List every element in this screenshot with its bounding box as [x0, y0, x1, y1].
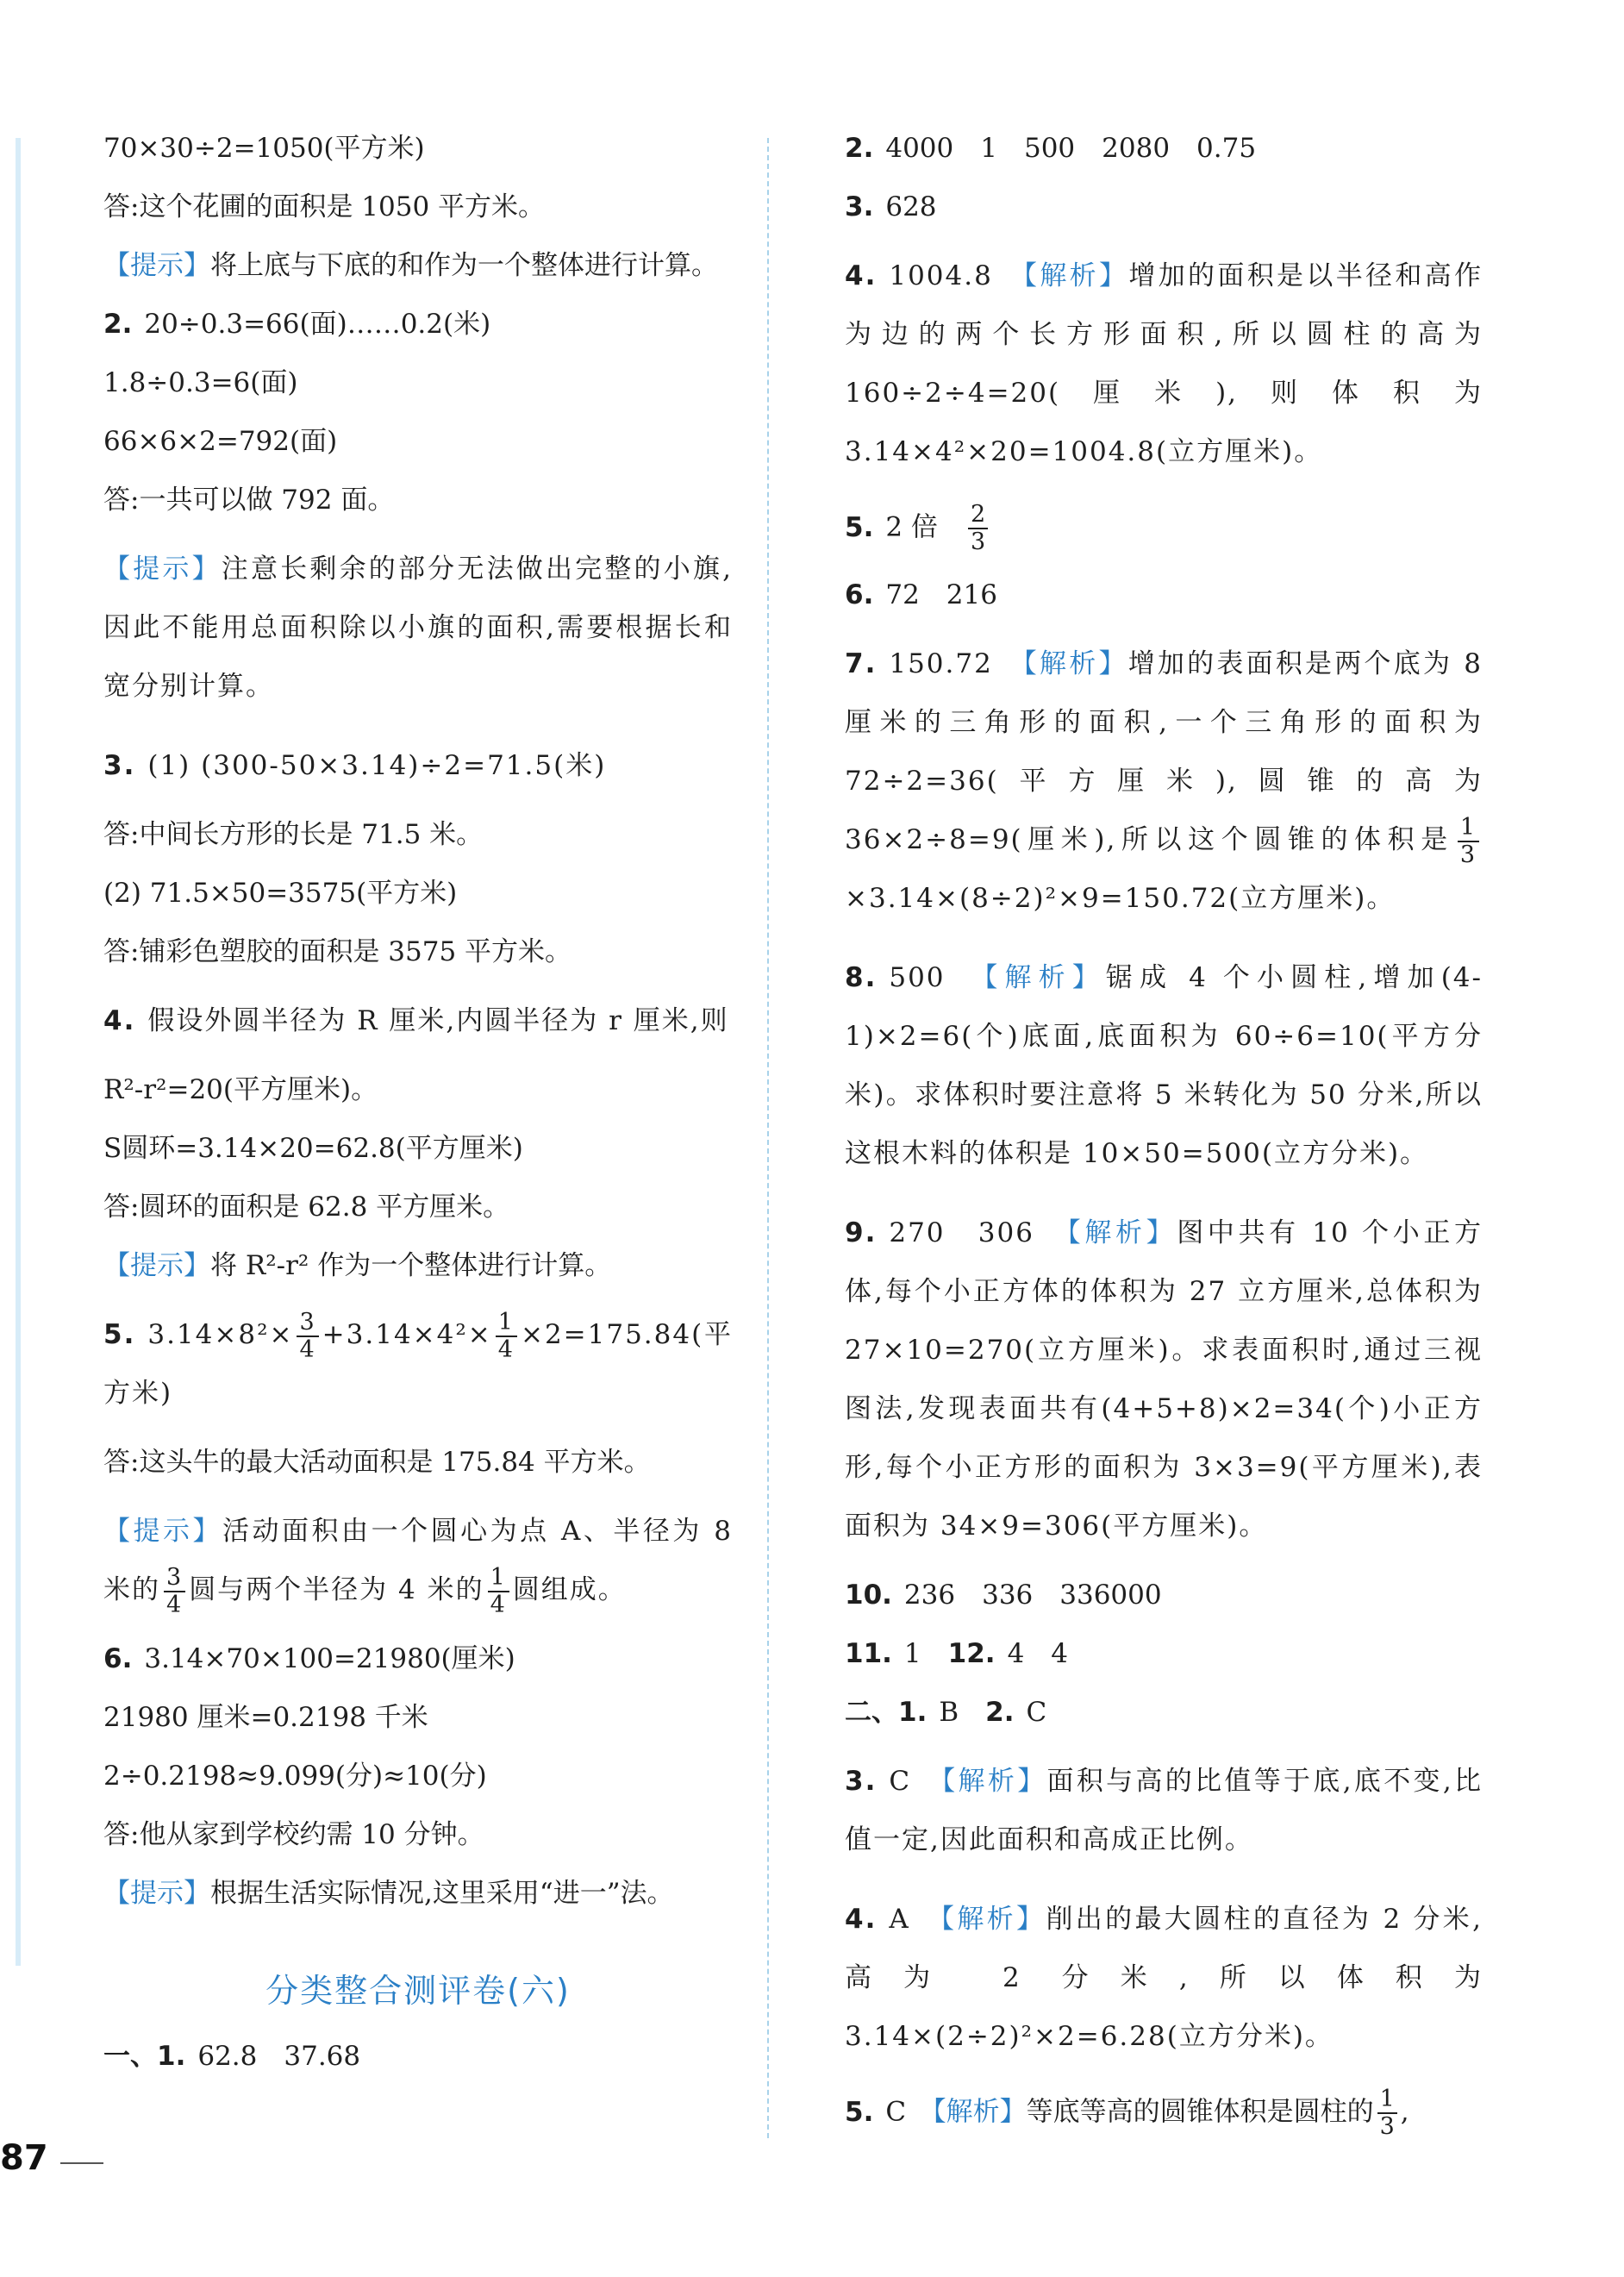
answer-text: 2 倍	[885, 511, 938, 543]
answer-text: 答:他从家到学校约需 10 分钟。	[103, 1819, 484, 1850]
analysis-text: 面积与高的比值等于底,底不变,比值一定,因此面积和高成正比例。	[845, 1766, 1483, 1855]
text-line	[103, 736, 733, 795]
question-number: 6.	[103, 1643, 133, 1674]
answer-text: 答:这头牛的最大活动面积是 175.84 平方米。	[103, 1447, 651, 1478]
text-line	[103, 1305, 733, 1423]
fraction-denominator: 4	[490, 1591, 507, 1618]
analysis-label: 【解析】	[941, 1766, 1047, 1797]
question-number: 一、1.	[103, 2041, 186, 2072]
question-number: 12.	[947, 1638, 996, 1669]
answer-text: (1) (300-50×3.14)÷2=71.5(米)	[147, 750, 607, 781]
answer-text: C	[885, 2096, 907, 2128]
question-number: 2.	[985, 1697, 1015, 1728]
question-number: 5.	[845, 2096, 874, 2128]
text-line	[103, 305, 733, 343]
answer-text: 1	[903, 1638, 921, 1669]
question-number: 8.	[845, 962, 878, 993]
answer-text: 答:圆环的面积是 62.8 平方厘米。	[103, 1192, 510, 1223]
text-line	[845, 635, 1483, 928]
question-number: 9.	[845, 1217, 878, 1248]
text-line	[845, 1576, 1483, 1614]
text-line	[845, 576, 1483, 614]
fraction	[968, 502, 988, 555]
text-line	[845, 1693, 1483, 1731]
question-number: 5.	[845, 511, 874, 543]
text-line	[103, 1443, 733, 1481]
question-number: 4.	[103, 1005, 136, 1036]
text-line	[103, 874, 733, 912]
answer-text: +3.14×4²×	[322, 1319, 492, 1350]
answer-text: 628	[885, 191, 937, 222]
text-line	[103, 1874, 733, 1912]
answer-text: C	[1026, 1697, 1047, 1728]
question-number: 7.	[845, 648, 878, 679]
question-number: 4.	[845, 260, 878, 291]
answer-text: 方米)	[103, 1378, 173, 1409]
text-line	[103, 247, 733, 285]
analysis-label: 【解析】	[940, 1904, 1046, 1935]
text-line	[103, 991, 733, 1050]
answer-text: 21980 厘米=0.2198 千米	[103, 1702, 428, 1733]
analysis-text: 削出的最大圆柱的直径为 2 分米,高为 2 分米,所以体积为 3.14×(2÷2)²×2=6.28(立方分米)。	[845, 1904, 1483, 2052]
answer-text: 答:中间长方形的长是 71.5 米。	[103, 819, 484, 850]
fraction	[488, 1565, 509, 1618]
question-number: 6.	[845, 579, 874, 610]
analysis-text: 锯成 4 个小圆柱,增加(4-1)×2=6(个)底面,底面积为 60÷6=10(平方分米)。求体积时要注意将 5 米转化为 50 分米,所以这根木料的体积是 10×50=500(立方分米)。	[845, 962, 1483, 1169]
hint-text: 的	[132, 1574, 160, 1605]
text-line	[845, 1890, 1483, 2066]
fraction	[297, 1310, 318, 1363]
analysis-text: ×3.14×(8÷2)²×9=150.72(立方厘米)。	[845, 883, 1396, 914]
answer-text: C	[889, 1766, 912, 1797]
left-margin-bar	[16, 138, 21, 1966]
fraction-denominator: 3	[1459, 841, 1477, 868]
analysis-label: 【解析】	[1023, 260, 1129, 291]
fraction-numerator: 1	[488, 1565, 509, 1592]
answer-text: 答:一共可以做 792 面。	[103, 485, 395, 516]
section-title: 分类整合测评卷(六)	[265, 1972, 571, 2010]
text-line	[845, 1752, 1483, 1869]
question-number: 11.	[845, 1638, 892, 1669]
answer-text: 150.72	[889, 648, 993, 679]
text-line	[103, 129, 733, 167]
answer-text: 236 336 336000	[903, 1580, 1162, 1611]
question-number: 10.	[845, 1580, 892, 1611]
text-line	[845, 1635, 1483, 1673]
hint-text: 将上底与下底的和作为一个整体进行计算。	[210, 250, 718, 281]
right-column	[845, 129, 1483, 2161]
text-line	[845, 948, 1483, 1183]
answer-text: B	[939, 1697, 959, 1728]
text-line	[103, 1188, 733, 1226]
fraction-numerator: 3	[297, 1310, 318, 1337]
hint-label: 【提示】	[103, 554, 222, 585]
text-line	[845, 2086, 1483, 2140]
answer-text: 4000 1 500 2080 0.75	[885, 133, 1257, 164]
fraction-denominator: 4	[166, 1591, 184, 1618]
text-line	[103, 1071, 733, 1109]
answer-text: 3.14×70×100=21980(厘米)	[144, 1643, 515, 1674]
text-line	[103, 1129, 733, 1167]
text-line	[103, 481, 733, 519]
fraction	[164, 1565, 185, 1618]
page-number: 87	[0, 2138, 48, 2178]
text-line	[845, 247, 1483, 481]
fraction-numerator: 1	[496, 1310, 517, 1337]
question-number: 2.	[845, 133, 874, 164]
hint-text: 根据生活实际情况,这里采用“进一”法。	[210, 1878, 674, 1909]
answer-text: 1004.8	[889, 260, 993, 291]
question-number: 二、1.	[845, 1697, 928, 1728]
analysis-label: 【解析】	[1023, 648, 1128, 679]
fraction-denominator: 4	[299, 1336, 316, 1363]
analysis-text: 图中共有 10 个小正方体,每个小正方体的体积为 27 立方厘米,总体积为 27×10=270(立方厘米)。求表面积时,通过三视图法,发现表面共有(4+5+8)×2=34(个)小正方形,每个小正方形的面积为 3×3=9(平方厘米),表面积为 34×9=306(平方厘米)。	[845, 1217, 1483, 1542]
text-line	[103, 2037, 733, 2075]
answer-text: A	[889, 1904, 910, 1935]
text-line	[103, 422, 733, 460]
fraction-denominator: 3	[1379, 2113, 1395, 2140]
question-number: 3.	[845, 1766, 878, 1797]
answer-text: 72 216	[885, 579, 997, 610]
text-line	[845, 1204, 1483, 1555]
column-divider	[767, 138, 769, 2138]
answer-text: (2) 71.5×50=3575(平方米)	[103, 878, 458, 909]
text-line	[103, 816, 733, 854]
text-line	[103, 540, 733, 716]
hint-label: 【提示】	[103, 1250, 210, 1281]
text-line	[103, 1502, 733, 1619]
fraction-numerator: 3	[164, 1565, 185, 1592]
fraction-denominator: 4	[497, 1336, 515, 1363]
left-column	[103, 129, 733, 2096]
text-line	[103, 1698, 733, 1736]
answer-text: 4 4	[1007, 1638, 1069, 1669]
analysis-text: ,	[1400, 2096, 1409, 2128]
text-line	[845, 502, 1483, 555]
fraction	[1458, 815, 1479, 868]
answer-text: 1.8÷0.3=6(面)	[103, 367, 298, 398]
answer-text: S圆环=3.14×20=62.8(平方厘米)	[103, 1133, 523, 1164]
question-number: 4.	[845, 1904, 878, 1935]
analysis-text: 增加的表面积是两个底为 8 厘米的三角形的面积,一个三角形的面积为 72÷2=36(平方厘米),圆锥的高为 36×2÷8=9(厘米),所以这个圆锥的体积是	[845, 648, 1483, 855]
answer-text: 62.8 37.68	[197, 2041, 361, 2072]
answer-text: ×2=175.84(平	[520, 1319, 733, 1350]
text-line	[103, 1640, 733, 1678]
analysis-label: 【解析】	[1067, 1217, 1177, 1248]
hint-text: 圆与两个半径为 4 米的	[189, 1574, 484, 1605]
text-line	[103, 188, 733, 226]
answer-text: 20÷0.3=66(面)……0.2(米)	[144, 309, 491, 340]
analysis-label: 【解析】	[984, 962, 1106, 993]
text-line	[845, 188, 1483, 226]
answer-text: 3.14×8²×	[147, 1319, 294, 1350]
answer-text: R²-r²=20(平方厘米)。	[103, 1074, 378, 1105]
question-number: 3.	[845, 191, 874, 222]
fraction	[496, 1310, 517, 1363]
analysis-text: 增加的面积是以半径和高作为边的两个长方形面积,所以圆柱的高为 160÷2÷4=20(厘米),则体积为 3.14×4²×20=1004.8(立方厘米)。	[845, 260, 1483, 467]
text-line	[103, 1757, 733, 1795]
fraction-denominator: 3	[970, 529, 986, 555]
text-line	[103, 364, 733, 402]
hint-text: 将 R²-r² 作为一个整体进行计算。	[210, 1250, 612, 1281]
answer-text: 500	[889, 962, 946, 993]
question-number: 5.	[103, 1319, 136, 1350]
fraction-numerator: 1	[1377, 2086, 1397, 2114]
fraction-numerator: 2	[968, 502, 988, 529]
text-line	[103, 1816, 733, 1854]
question-number: 2.	[103, 309, 133, 340]
hint-label: 【提示】	[103, 1878, 210, 1909]
analysis-text: 等底等高的圆锥体积是圆柱的	[1026, 2096, 1374, 2128]
hint-text: 圆组成。	[512, 1574, 627, 1605]
hint-text: 注意长剩余的部分无法做出完整的小旗,因此不能用总面积除以小旗的面积,需要根据长和宽分别计算。	[103, 554, 734, 702]
fraction-numerator: 1	[1458, 815, 1479, 842]
answer-text: 270 306	[889, 1217, 1034, 1248]
hint-text: 活动面积由一个圆心为点 A、半径为 8 米	[103, 1516, 733, 1605]
answer-text: 70×30÷2=1050(平方米)	[103, 133, 425, 164]
analysis-label: 【解析】	[933, 2096, 1027, 2128]
question-number: 3.	[103, 750, 136, 781]
answer-text: 答:铺彩色塑胶的面积是 3575 平方米。	[103, 936, 572, 967]
answer-text: 2÷0.2198≈9.099(分)≈10(分)	[103, 1761, 487, 1792]
answer-text: 66×6×2=792(面)	[103, 426, 338, 457]
answer-text: 假设外圆半径为 R 厘米,内圆半径为 r 厘米,则	[147, 1005, 729, 1036]
footer-rule	[60, 2162, 103, 2164]
hint-label: 【提示】	[103, 250, 210, 281]
text-line	[845, 129, 1483, 167]
hint-label: 【提示】	[103, 1516, 223, 1547]
text-line	[103, 1247, 733, 1285]
text-line	[103, 933, 733, 971]
fraction	[1377, 2086, 1397, 2140]
answer-text: 答:这个花圃的面积是 1050 平方米。	[103, 191, 546, 222]
